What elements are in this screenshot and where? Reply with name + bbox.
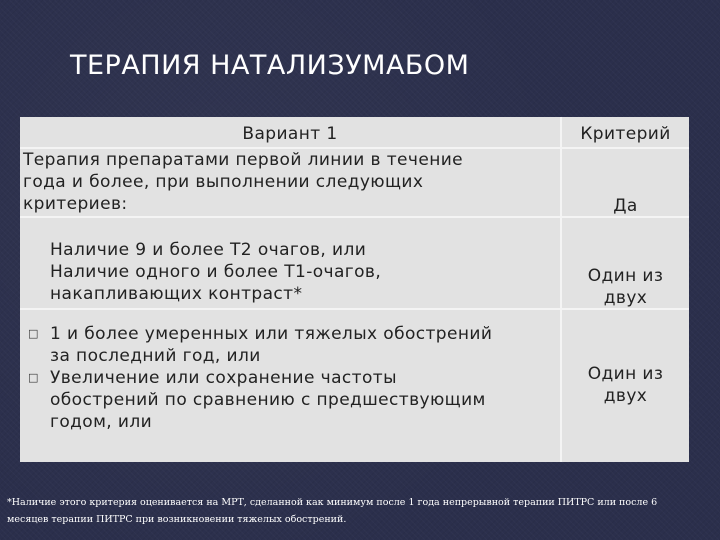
- criteria-table: [20, 117, 689, 462]
- text-line: обострений по сравнению с предшествующим: [50, 390, 486, 410]
- text-line: накапливающих контраст*: [50, 284, 303, 304]
- text-line: годом, или: [50, 412, 153, 432]
- list-item: [28, 323, 558, 367]
- row3-bullet-list: [28, 323, 558, 433]
- list-item: [28, 367, 558, 433]
- text-line: критериев:: [23, 194, 128, 214]
- text-line: года и более, при выполнении следующих: [23, 172, 424, 192]
- footnote: [7, 494, 707, 528]
- row2-criterion: [562, 265, 689, 309]
- text-line: Терапия препаратами первой линии в течение: [23, 150, 464, 170]
- text-line: Наличие 9 и более Т2 очагов, или: [50, 240, 367, 260]
- text-line: за последний год, или: [50, 346, 261, 366]
- row3-criterion: [562, 363, 689, 407]
- text-line: Наличие одного и более Т1-очагов,: [50, 262, 382, 282]
- footnote-line: месяцев терапии ПИТРС при возникновении тяжелых обострений.: [7, 514, 347, 525]
- bullet-box-icon: □: [28, 371, 39, 384]
- row1-criterion: Да: [613, 196, 638, 216]
- text-line: Один из: [587, 266, 664, 286]
- text-line: Один из: [587, 364, 664, 384]
- bullet-box-icon: □: [28, 327, 39, 340]
- slide-title: ТЕРАПИЯ НАТАЛИЗУМАБОМ: [70, 50, 470, 81]
- column-header-criterion: Критерий: [580, 124, 671, 144]
- row1-description: [23, 149, 553, 215]
- text-line: 1 и более умеренных или тяжелых обострений: [50, 324, 493, 344]
- column-header-variant: Вариант 1: [242, 124, 338, 144]
- text-line: двух: [603, 288, 648, 308]
- text-line: двух: [603, 386, 648, 406]
- row2-description: [50, 239, 550, 305]
- text-line: Увеличение или сохранение частоты: [50, 368, 397, 388]
- footnote-line: *Наличие этого критерия оценивается на МРТ, сделанной как минимум после 1 года непрерывной терапии ПИТРС или после 6: [7, 497, 658, 508]
